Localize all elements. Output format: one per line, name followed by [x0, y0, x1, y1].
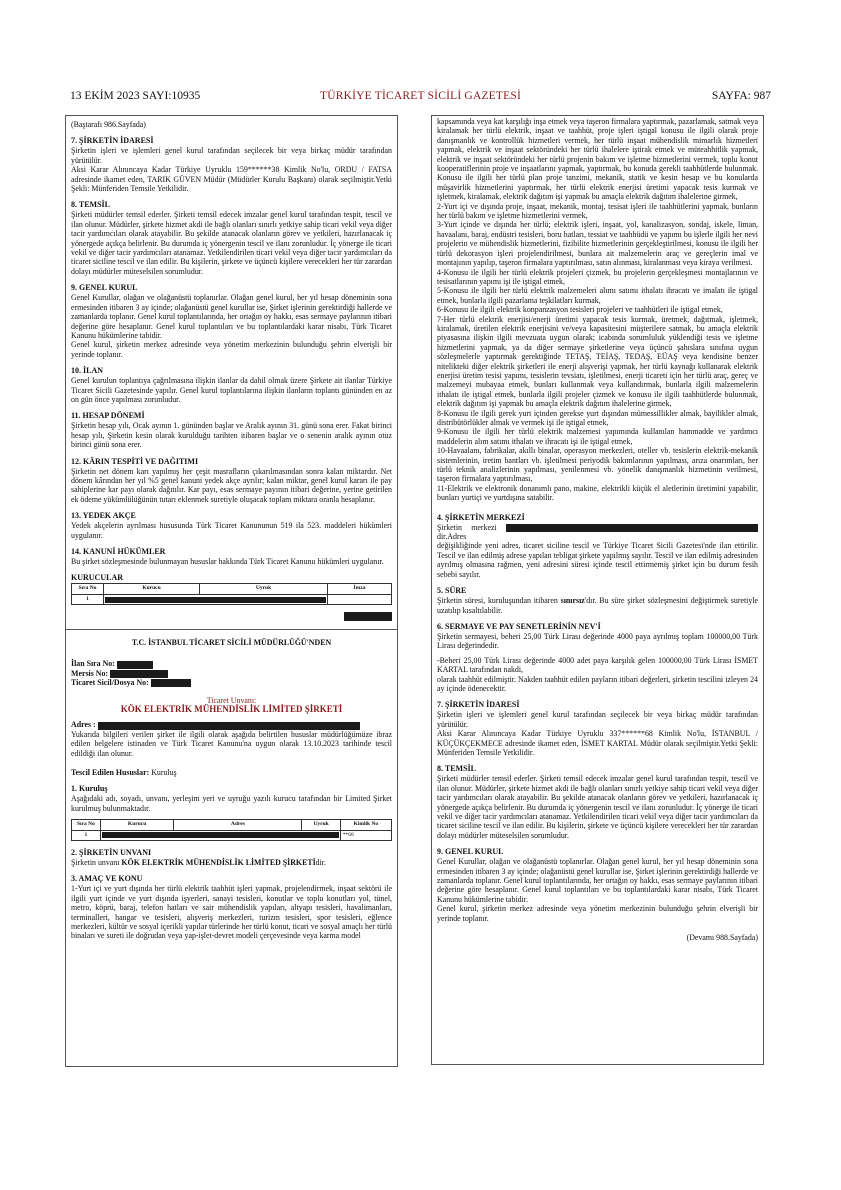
- table-header-cell: İmza: [328, 584, 392, 594]
- heading-kanuni-hukumler: 14. KANUNİ HÜKÜMLER: [71, 547, 166, 556]
- paragraph: Yukarıda bilgileri verilen şirket ile ilgili olarak aşağıda belirtilen hususlar müdürlüğümüze ibraz edilen belgelere istinaden ve Türk Ticaret Kanunu'na uygun olarak 13.10.2023 tarihinde tescil edildiği ilan olunur.: [71, 729, 392, 758]
- registry-office-title: T.C. İSTANBUL TİCARET SİCİLİ MÜDÜRLÜĞÜ'NDEN: [131, 637, 332, 647]
- paragraph: 1-Yurt içi ve yurt dışında her türlü elektrik taahhüt işleri yapmak, projelendirmek, inşaat sektörü ile ilgili yurt içinde ve yurt dışında işyerleri, sanayi tesisleri, konutlar ve toplu konutları yol, tünel, metro, köprü, baraj, telefon hatları ve sair mühendislik yapıları, altyapı tesisleri, havalimanları, terminalleri, hangar ve tesisleri, alışveriş merkezleri, turizm tesisleri, spor tesisleri, eğlence merkezleri, kültür ve sosyal içerikli yapılar türlerinde her türlü konut, ticari ve sosyal amaçlı her türlü binaları ve sureti ile doğrudan veya yap-işlet-devret modeli çerçevesinde veya karma model: [71, 884, 392, 941]
- table-cell: 1: [72, 830, 101, 840]
- redaction: [105, 597, 326, 603]
- tescil-line: [71, 768, 392, 777]
- left-column: [65, 115, 398, 1067]
- paragraph: Aksi Karar Alınıncaya Kadar Türkiye Uyruklu 159******38 Kimlik No'lu, ORDU / FATSA adresinde ikamet eden, TARIK GÜVEN Müdür (Müdürler Kurulu Başkanı) olarak seçilmiştir.Yetki Şekli: Münferiden Temsile Yetkilidir.: [71, 165, 392, 194]
- ilan-no-line: [71, 659, 392, 668]
- table-cell: 1: [72, 594, 104, 604]
- table-header-row: [72, 820, 392, 830]
- table-header-cell: Uyruk: [302, 820, 340, 830]
- paragraph: Aksi Karar Alınıncaya Kadar Türkiye Uyruklu 337******68 Kimlik No'lu, İSTANBUL / KÜÇÜKÇEKMECE adresinde ikamet eden, İSMET KARTAL Müdür olarak seçilmiştir.Yetki Şekli: Münferiden Temsile Yetkilidir.: [437, 729, 758, 757]
- signature-redaction: [344, 612, 392, 621]
- sure-bold: sınırsız: [560, 596, 585, 606]
- paragraph: Genel Kurullar, olağan ve olağanüstü toplanırlar. Olağan genel kurul, her yıl hesap döneminin sona ermesinden itibaren 3 ay içinde; olağanüstü genel kurullar ise, Şirket işlerinin gerektirdiği hallerde ve zamanlarda toplanır. Genel kurul toplantılarında, her ortağın oy hakkı, esas sermaye paylarının itibari değerine göre hesaplanır. Genel kurul toplantıları ve bu toplantılardaki karar nisabı, Türk Ticaret Kanunu hükümlerine tabidir.: [71, 293, 392, 340]
- continuation-note: (Devamı 988.Sayfada): [686, 933, 758, 943]
- heading-kurulus: 1. Kuruluş: [71, 784, 108, 794]
- table-header-cell: Kurucu: [104, 584, 200, 594]
- paragraph: Bu şirket sözleşmesinde bulunmayan hususlar hakkında Türk Ticaret Kanunu hükümleri uygulanır.: [71, 557, 384, 566]
- paragraph: Şirketi müdürler temsil ederler. Şirketi temsil edecek imzalar genel kurul tarafından tespit, tescil ve ilan olunur. Müdürler, şirkete hizmet akdi ile bağlı olanları sınırlı yetkiye sahip ticari vekil veya diğer tacir yardımcıları olarak atayabilir. Bu şekilde atanacak olanların görev ve yetkileri, hazırlanacak iç yönergede açıkça belirlenir. Bu durumda iç yönergenin tescil ve ilanı zorunludur. İç yönerge ile ticari vekil ve diğer tacir yardımcıları atanamaz. Yetkilendirilen ticari vekil veya diğer tacir yardımcıları da ticaret siciline tescil ve ilan edilir. Bu kişilerin, şirkete ve üçüncü kişilere verecekleri her tür zarardan dolayı müdürler müteselsilen sorumludur.: [437, 774, 758, 840]
- redaction: [102, 832, 339, 838]
- issue-date: 13 EKİM 2023 SAYI:10935: [70, 90, 201, 102]
- sure-pre: Şirketin süresi, kuruluşundan itibaren: [437, 596, 561, 606]
- paragraph: 11-Elektrik ve elektronik donanımlı pano, makine, elektrikli küçük el aletlerinin üretimini yapabilir, bunları yurtiçi ve yurtdışına satabilir.: [437, 483, 758, 503]
- adres-label: Adres :: [71, 720, 96, 730]
- unvan-name: KÖK ELEKTRİK MÜHENDİSLİK LİMİTED ŞİRKETİ: [121, 858, 316, 867]
- paragraph: 4-Konusu ile ilgili her türlü elektrik projeleri çizmek, bu projelerin gerçekleşmesi montajlarının ve tesisatlarının yapımı işi ile iştigal etmek,: [437, 267, 758, 286]
- table-row: [72, 594, 392, 604]
- paragraph: Şirketin işleri ve işlemleri genel kurul tarafından seçilecek bir veya birkaç müdür tarafından yürütülür.: [71, 146, 392, 165]
- heading-kar-tespiti: 12. KÂRIN TESPİTİ VE DAĞITIMI: [71, 456, 199, 466]
- continued-note: (Baştarafı 986.Sayfada): [71, 120, 146, 129]
- heading-hesap-donemi: 11. HESAP DÖNEMİ: [71, 411, 145, 421]
- founders-table: [71, 583, 392, 605]
- paragraph: Şirketin işleri ve işlemleri genel kurul tarafından seçilecek bir veya birkaç müdür tarafından yürütülür.: [437, 710, 758, 729]
- ilan-no-label: İlan Sıra No:: [71, 659, 115, 669]
- heading-genel-kurul: 9. GENEL KURUL: [437, 847, 504, 857]
- heading-kurucular: KURUCULAR: [71, 573, 123, 583]
- merkez-line: [437, 523, 758, 542]
- gazette-title: TÜRKİYE TİCARET SİCİLİ GAZETESİ: [320, 90, 521, 102]
- paragraph: Şirketin sermayesi, beheri 25,00 Türk Lirası değerinde 4000 paya ayrılmış toplam 100000,00 Türk Lirası değerindedir.: [437, 631, 758, 651]
- paragraph: olarak taahhüt edilmiştir. Nakden taahhüt edilen payların itibari değerleri, şirketin tescilini izleyen 24 ay içinde ödenecektir.: [437, 674, 758, 693]
- heading-sure: 5. SÜRE: [437, 586, 467, 596]
- sure-post: 'dır. Bu süre şirket sözleşmesini değiştirmek suretiyle uzatılıp kısaltılabilir.: [437, 596, 758, 615]
- heading-idare: 7. ŞİRKETİN İDARESİ: [71, 136, 154, 146]
- sicil-line: [71, 678, 392, 687]
- mersis-line: [71, 669, 392, 678]
- paragraph: kapsamında veya kat karşılığı inşa etmek veya taşeron firmalara yaptırmak, pazarlamak, satmak veya kiralamak her türlü elektrik, inşaat ve taahhüt, proje işleri iştigal konusu ile ilgili olarak proje danışmanlık ve kontrollük hizmetleri vermek, her türlü inşaat mühendislik mimarlık hizmetleri yapmak, elektrik ve inşaat sektöründeki her türlü ihalelere iştirak etmek ve müteahhitlik yapmak, elektrik ve inşaat sektöründeki her türlü projenin bakım ve işletme hizmetlerini vermek, toplu konut kooperatiflerinin proje ve inşaatlarını yapmak, yaptırmak, bu konuda gerekli taahhütlerde bulunmak. Konusu ile ilgili her türlü plan proje tanzimi, mekanik, statik ve kesin hesap ve bu konularda müşavirlik hizmetlerini yaptırmak, her türlü elektrik enerjisi üretimi yapacak tesis kurmak ve işletmek, kiralamak, elektrik dağıtım işi yapmak bu amaçla elektrik dağıtım ihalelerine girmek,: [437, 117, 758, 202]
- heading-unvan: 2. ŞİRKETİN UNVANI: [71, 848, 152, 857]
- heading-idare: 7. ŞİRKETİN İDARESİ: [437, 700, 520, 710]
- paragraph: Genel kurulun toplantıya çağrılmasına ilişkin ilanlar da dahil olmak üzere Şirkete ait ilanlar Türkiye Ticaret Sicili Gazetesinde yapılır. Genel kurul toplantılarına ilişkin ilanların toplantı gününden en az on gün önce yapılması zorunludur.: [71, 376, 392, 404]
- unvan-post: dir.: [315, 858, 326, 867]
- mersis-label: Mersis No:: [71, 668, 109, 678]
- paragraph: Yedek akçelerin ayrılması hususunda Türk Ticaret Kanununun 519 ila 523. maddeleri hükümleri uygulanır.: [71, 521, 392, 540]
- heading-amac-konu: 3. AMAÇ VE KONU: [71, 874, 143, 884]
- table-header-cell: Sıra No: [72, 820, 101, 830]
- paragraph: 9-Konusu ile ilgili her türlü elektrik malzemesi yapımında kullanılan hammadde ve yardımcı maddelerin alım satımı ithalatı ve ihracatı işi ile iştigal etmek,: [437, 427, 758, 446]
- table-header-cell: Uyruk: [200, 584, 328, 594]
- paragraph: Aşağıdaki adı, soyadı, unvanı, yerleşim yeri ve uyruğu yazılı kurucu tarafından bir Limited Şirket kurulmuş bulunmaktadır.: [71, 794, 392, 813]
- paragraph: 2-Yurt içi ve dışında proje, inşaat, mekanik, montaj, tesisat işleri ile taahhütlerini yapmak, bunların her türlü bakım ve işletme hizmetlerini vermek,: [437, 201, 758, 221]
- heading-ilan: 10. İLAN: [71, 366, 104, 376]
- adres-line: [71, 720, 392, 729]
- heading-temsil: 8. TEMSİL: [71, 200, 110, 210]
- heading-merkez: 4. ŞİRKETİN MERKEZİ: [437, 512, 525, 522]
- paragraph: Şirketi müdürler temsil ederler. Şirketi temsil edecek imzalar genel kurul tarafından tespit, tescil ve ilan olunur. Müdürler, şirkete hizmet akdi ile bağlı olanları sınırlı yetkiye sahip ticari vekil veya diğer tacir yardımcıları olarak atayabilir. Bu şekilde atanacak olanların görev ve yetkileri, hazırlanacak iç yönergede açıkça belirlenir. Bu durumda iç yönergenin tescil ve ilanı zorunludur. İç yönerge ile ticari vekil ve diğer tacir yardımcıları atanamaz. Yetkilendirilen ticari vekil veya diğer tacir yardımcıları da ticaret siciline tescil ve ilan edilir. Bu kişilerin, şirkete ve üçüncü kişilere verecekleri her tür zarardan dolayı müdürler müteselsilen sorumludur.: [71, 210, 392, 276]
- paragraph: 3-Yurt içinde ve dışında her türlü; elektrik işleri, inşaat, yol, kanalizasyon, sondaj, iskele, liman, havaalanı, baraj, endüstri tesisleri, boru hatları, tessiat ve taahhüdü ve yapımı bu işlerle ilgili her nevi projelerin ve mühendislik hizmetlerini, fizibilite hizmetlerinin gerçekleştirilmesi, konusu ile ilgili her türlü dekorasyon işleri projelendirilmesi, bunlara ait malzemelerin araç ve gereçlerin imal ve montajının yapılıp, taşeron firmalara yaptırılması, satın alınması, kiralanması veya kiraya verilmesi.: [437, 220, 758, 268]
- address-redaction: [98, 722, 360, 730]
- paragraph: Şirketin hesap yılı, Ocak ayının 1. gününden başlar ve Aralık ayının 31. günü sona erer. Fakat birinci hesap yılı, Şirketin kesin olarak kurulduğu tarihten itibaren başlar ve o senenin aralık ayının otuz birinci günü sona erer.: [71, 421, 392, 450]
- paragraph: 8-Konusu ile ilgili gerek yurt içinden gerekse yurt dışından mümessillikler almak, bayilikler almak, distribütörlükler almak ve vermek işi ile iştigal etmek,: [437, 408, 758, 427]
- merkez-pre: Şirketin merkezi: [437, 522, 497, 532]
- address-redaction: [506, 524, 758, 532]
- founder-table: [71, 819, 392, 841]
- heading-genel-kurul: 9. GENEL KURUL: [71, 283, 138, 293]
- redaction: [117, 661, 153, 669]
- redaction: [110, 670, 168, 678]
- tescil-label: Tescil Edilen Hususlar:: [71, 767, 150, 777]
- sure-paragraph: [437, 596, 758, 615]
- table-header-cell: Adres: [174, 820, 302, 830]
- table-cell: [328, 594, 392, 604]
- unvan-pre: Şirketin unvanı: [71, 858, 122, 867]
- paragraph: Genel kurul, şirketin merkez adresinde veya yönetim merkezinin bulunduğu şehrin elverişli bir yerinde toplanır.: [437, 904, 758, 923]
- unvan-label: Ticaret Unvanı:: [206, 695, 257, 705]
- table-cell: **68: [340, 830, 391, 840]
- table-row: [72, 830, 392, 840]
- table-header-cell: Kurucu: [100, 820, 174, 830]
- merkez-suffix: dir.Adres: [437, 532, 467, 542]
- registry-notice: [66, 629, 397, 941]
- table-header-cell: Sıra No: [72, 584, 104, 594]
- paragraph: 5-Konusu ile ilgili her türlü elektrik malzemeleri alımı satımı ithalatı ihracatı ve imalatı ile iştigal etmek, bunlarla ilgili pazarlama teşkilatları kurmak,: [437, 286, 758, 305]
- company-name: KÖK ELEKTRİK MÜHENDİSLİK LİMİTED ŞİRKETİ: [120, 703, 343, 714]
- table-cell: [100, 830, 340, 840]
- heading-temsil: 8. TEMSİL: [437, 764, 476, 774]
- page-header: [70, 90, 771, 106]
- unvan-paragraph: [71, 858, 392, 867]
- paragraph: Genel kurul, şirketin merkez adresinde veya yönetim merkezinin bulunduğu şehrin elverişli bir yerinde toplanır.: [71, 340, 392, 359]
- redaction: [151, 679, 191, 687]
- paragraph: 6-Konusu ile ilgili elektrik konpanzasyon tesisleri projeleri ve taahhütleri ile iştigal etmek,: [437, 305, 723, 315]
- signature-area: [71, 611, 392, 621]
- paragraph: -Beheri 25,00 Türk Lirası değerinde 4000 adet paya karşılık gelen 100000,00 Türk Lirası İSMET KARTAL tarafından nakdi,: [437, 655, 758, 675]
- heading-sermaye: 6. SERMAYE VE PAY SENETLERİNİN NEV'İ: [437, 621, 601, 631]
- heading-yedek-akce: 13. YEDEK AKÇE: [71, 511, 136, 521]
- table-header-cell: Kimlik No: [340, 820, 391, 830]
- paragraph: Şirketin net dönem karı yapılmış her çeşit masrafların çıkarılmasından sonra kalan miktardır. Net dönem kârından her yıl %5 genel kanuni yedek akçe ayrılır; kalan miktar, genel kurul kararı ile pay sahiplerine kar payı olarak dağıtılır. Kar payı, esas sermaye payının itibari değerine, yerine getirilen ek ödeme yükümlülüğünün tutarı eklenmek suretiyle oluşacak toplam miktara oranla hesaplanır.: [71, 466, 392, 504]
- table-header-row: [72, 584, 392, 594]
- paragraph: Genel Kurullar, olağan ve olağanüstü toplanırlar. Olağan genel kurul, her yıl hesap döneminin sona ermesinden itibaren 3 ay içinde; olağanüstü genel kurullar ise, Şirket işlerinin gerektirdiği hallerde ve zamanlarda toplanır. Genel kurul toplantılarında, her ortağın oy hakkı, esas sermaye paylarının itibari değerine göre hesaplanır. Genel kurul toplantıları ve bu toplantılardaki karar nisabı, Türk Ticaret Kanunu hükümlerine tabidir.: [437, 857, 758, 904]
- paragraph: 10-Havaalanı, fabrikalar, akıllı binalar, operasyon merkezleri, oteller vb. tesislerin elektrik-mekanik sistemlerinin, iretim bantları vb. işletilmesi periyodik bakımlarının yapılması, arıza onarımları, her türlü teknik analizlerinin yapılması, yenilenmesi vb. yönelik danışmanlık hizmetinin verilmesi, taşeron firmalara yaptırılması,: [437, 446, 758, 484]
- paragraph: 7-Her türlü elektrik enerjisi/enerji üretimi yapacak tesis kurmak, üretmek, dağıtmak, işletmek, kiralamak, üretilen elektrik enerjisini ve/veya kapasitesini müşterilere satmak, bu amaçla elektrik piyasasına ilişkin ilgili mevzuata uygun olarak; icabında sorumluluk yüklendiği tesis ve işletme hizmetlerini yapmak, ya da diğer sermaye şirketlerine veya üçüncü şahıslara sınıfına uygun sözleşmelerle yaptırmak gerektiğinde TETAŞ, TEİAŞ, TEDAŞ, EÜAŞ veya kendisine benzer nitelikteki diğer elektrik şirketleri ile enerji alışverişi yapmak, her türlü kaynağı kullanarak elektrik enerjisi üretim tesisi yapımı, tesislerin tevsiatı, işletilmesi, enerji ticareti için her türlü araç, gereç ve malzemeyi mubayaa etmek, bunları kullanmak veya kullandırmak, bunlarla ilgili malzemelerin ithalatı ile iştigal etmek, bunlarla ilgili projeler çizmek ve konusu ile ilgili taahhütlerde bulunmak, elektrik dağıtım işi yapmak bu amaçla elektrik dağıtım ihalelerine girmek,: [437, 314, 758, 409]
- page-number: SAYFA: 987: [711, 90, 771, 102]
- sicil-label: Ticaret Sicil/Dosya No:: [71, 678, 149, 688]
- paragraph: değişikliğinde yeni adres, ticaret siciline tescil ve Türkiye Ticaret Sicili Gazetesi'nde ilan ettirilir. Tescil ve ilan edilmiş adrese yapılan tebligat şirkete yapılmış sayılır. Tescil ve ilan edilmiş adresinden ayrılmış olmasına rağmen, yeni adresini süresi içinde tescil ettirmemiş şirket için bu durum fesih sebebi sayılır.: [437, 541, 758, 579]
- right-column: [431, 115, 764, 1065]
- tescil-value: Kuruluş: [151, 767, 177, 777]
- table-cell: [104, 594, 328, 604]
